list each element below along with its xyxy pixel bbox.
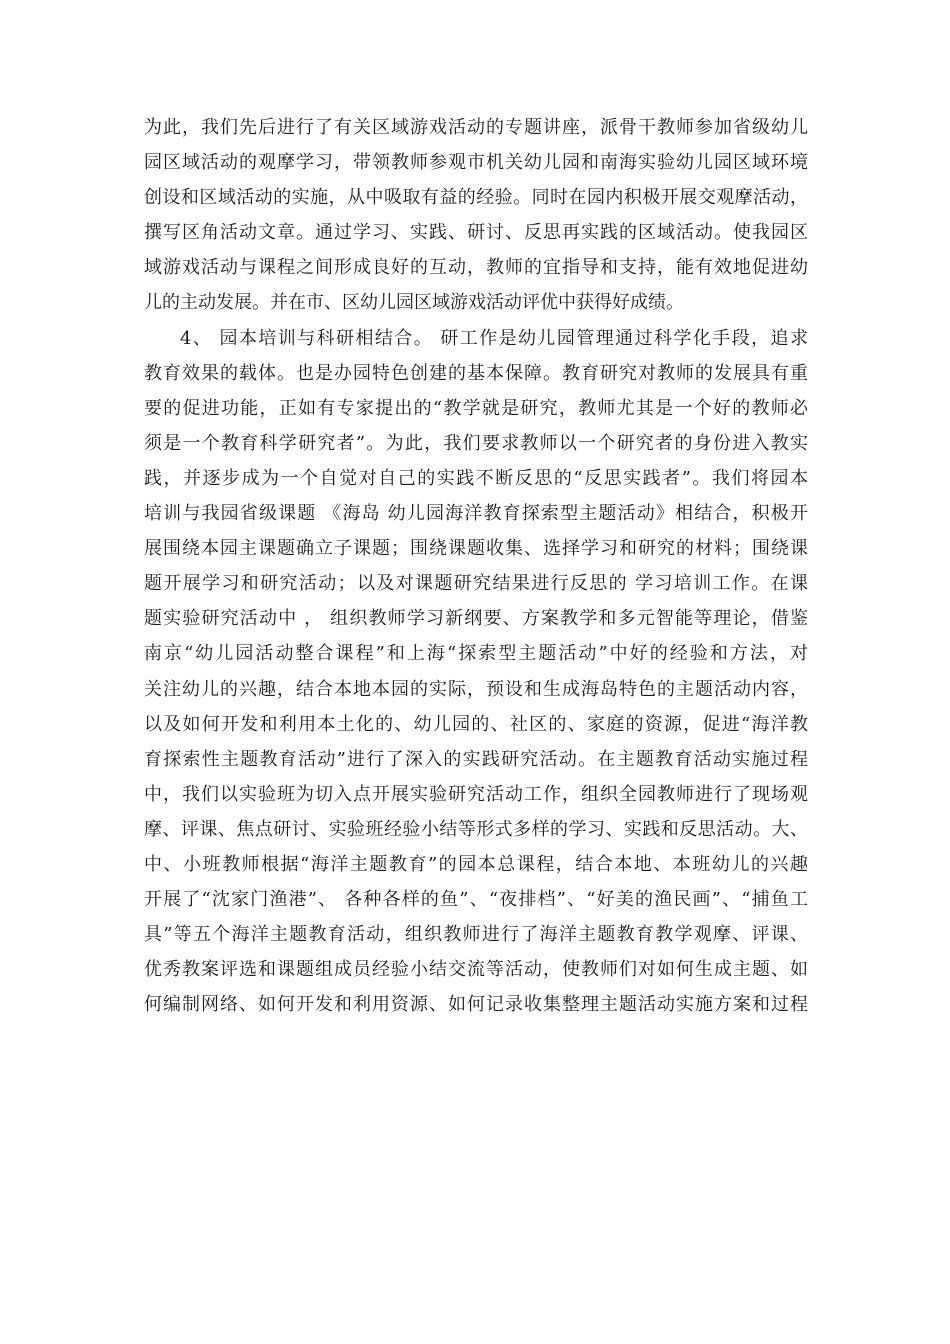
- text-line: 开展了“沈家门渔港”、 各种各样的鱼”、“夜排档”、“好美的渔民画”、“捕鱼工: [144, 889, 808, 911]
- text-line: 须是一个教育科学研究者”。为此，我们要求教师以一个研究者的身份进入教实: [144, 432, 808, 454]
- text-line: 关注幼儿的兴趣，结合本地本园的实际，预设和生成海岛特色的主题活动内容，: [144, 678, 808, 700]
- text-line: 南京“幼儿园活动整合课程”和上海“探索型主题活动”中好的经验和方法，对: [144, 643, 808, 665]
- text-line: 具”等五个海洋主题教育活动，组织教师进行了海洋主题教育教学观摩、评课、: [144, 924, 808, 946]
- text-line: 域游戏活动与课程之间形成良好的互动，教师的宜指导和支持，能有效地促进幼: [144, 257, 808, 279]
- text-line: 题实验研究活动中 ， 组织教师学习新纲要、方案教学和多元智能等理论，借鉴: [144, 608, 808, 630]
- text-line: 以及如何开发和利用本土化的、幼儿园的、社区的、家庭的资源，促进“海洋教: [144, 713, 808, 735]
- text-line: 摩、评课、焦点研讨、实验班经验小结等形式多样的学习、实践和反思活动。大、: [144, 818, 808, 840]
- text-line: 育探索性主题教育活动”进行了深入的实践研究活动。在主题教育活动实施过程: [144, 748, 808, 770]
- text-line: 为此，我们先后进行了有关区域游戏活动的专题讲座，派骨干教师参加省级幼儿: [144, 117, 808, 138]
- text-line: 中、小班教师根据“海洋主题教育”的园本总课程，结合本地、本班幼儿的兴趣: [144, 853, 808, 875]
- text-line: 撰写区角活动文章。通过学习、实践、研讨、反思再实践的区域活动。使我园区: [144, 222, 808, 244]
- text-line: 践，并逐步成为一个自觉对自己的实践不断反思的“反思实践者”。我们将园本: [144, 467, 808, 489]
- paragraph-heading-line: 4、 园本培训与科研相结合。 研工作是幼儿园管理通过科学化手段，追求: [180, 327, 808, 349]
- text-line: 创设和区域活动的实施，从中吸取有益的经验。同时在园内积极开展交观摩活动，: [144, 187, 808, 209]
- text-line: 题开展学习和研究活动；以及对课题研究结果进行反思的 学习培训工作。在课: [144, 573, 808, 595]
- text-line: 要的促进功能，正如有专家提出的“教学就是研究，教师尤其是一个好的教师必: [144, 397, 808, 419]
- text-line: 优秀教案评选和课题组成员经验小结交流等活动，使教师们对如何生成主题、如: [144, 959, 808, 981]
- text-line: 中，我们以实验班为切入点开展实验研究活动工作，组织全园教师进行了现场观: [144, 783, 808, 805]
- text-line: 何编制网络、如何开发和利用资源、如何记录收集整理主题活动实施方案和过程: [144, 994, 808, 1016]
- text-line: 儿的主动发展。并在市、区幼儿园区域游戏活动评优中获得好成绩。: [144, 292, 684, 314]
- document-body: [144, 110, 808, 1022]
- text-line: 展围绕本园主课题确立子课题；围绕课题收集、选择学习和研究的材料；围绕课: [144, 538, 808, 560]
- text-line: 园区域活动的观摩学习，带领教师参观市机关幼儿园和南海实验幼儿园区域环境: [144, 152, 808, 174]
- text-line: 教育效果的载体。也是办园特色创建的基本保障。教育研究对教师的发展具有重: [144, 362, 808, 384]
- text-line: 培训与我园省级课题 《海岛 幼儿园海洋教育探索型主题活动》相结合，积极开: [144, 503, 808, 525]
